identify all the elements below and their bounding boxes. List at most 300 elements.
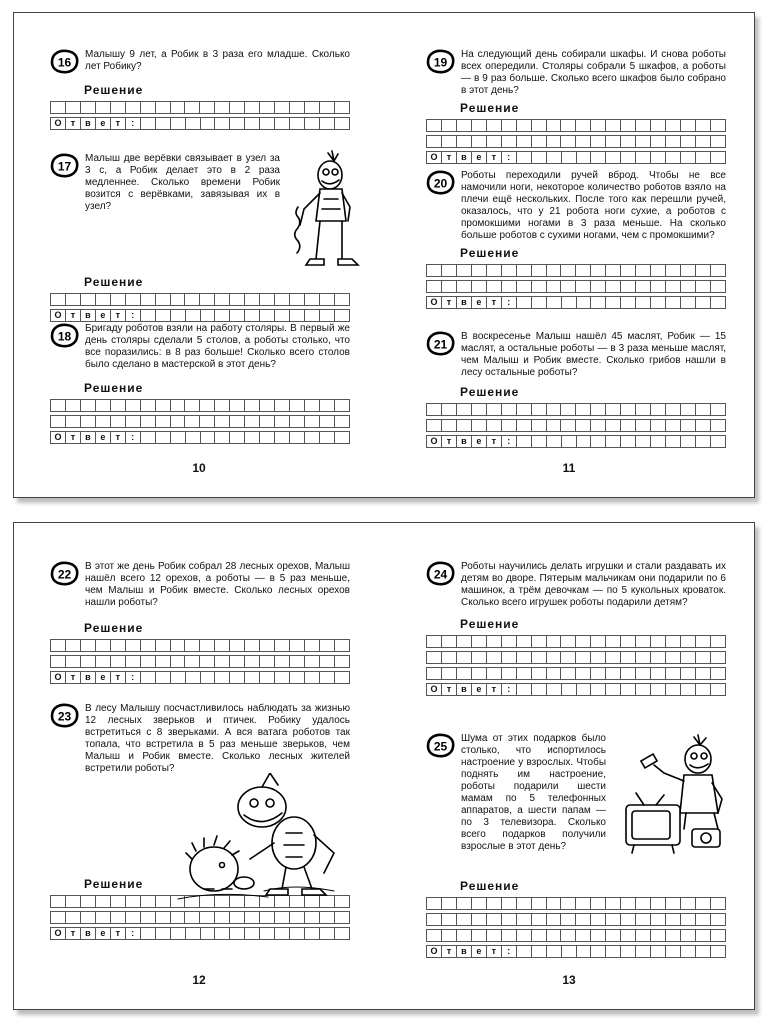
grid-cell[interactable] [501,136,516,148]
answer-cell[interactable] [259,117,275,130]
grid-cell[interactable] [65,102,80,114]
answer-cell[interactable] [274,671,290,684]
grid-cell[interactable] [260,102,275,114]
grid-cell[interactable] [606,120,621,132]
grid-cell[interactable] [304,416,319,428]
grid-cell[interactable] [561,668,576,680]
grid-cell[interactable] [606,898,621,910]
grid-cell[interactable] [125,294,140,306]
grid-cell[interactable] [95,416,110,428]
solution-grid-row[interactable] [50,293,350,306]
grid-cell[interactable] [170,912,185,924]
answer-cell[interactable] [244,671,260,684]
grid-cell[interactable] [546,136,561,148]
grid-cell[interactable] [486,420,501,432]
grid-cell[interactable] [680,420,695,432]
answer-cell[interactable] [590,296,606,309]
answer-cell[interactable] [590,683,606,696]
answer-cell[interactable] [259,431,275,444]
grid-cell[interactable] [427,914,442,926]
grid-cell[interactable] [651,120,666,132]
grid-cell[interactable] [695,136,710,148]
answer-cell[interactable] [185,309,201,322]
answer-cell[interactable] [516,945,532,958]
answer-cell[interactable] [244,117,260,130]
grid-cell[interactable] [695,636,710,648]
grid-cell[interactable] [516,120,531,132]
grid-cell[interactable] [710,930,725,942]
grid-cell[interactable] [591,420,606,432]
grid-cell[interactable] [170,294,185,306]
grid-cell[interactable] [260,640,275,652]
answer-grid[interactable] [426,403,726,448]
grid-cell[interactable] [621,420,636,432]
answer-cell[interactable] [334,117,350,130]
grid-cell[interactable] [471,914,486,926]
grid-cell[interactable] [110,656,125,668]
grid-cell[interactable] [621,636,636,648]
grid-cell[interactable] [95,294,110,306]
answer-cell[interactable] [170,927,186,940]
grid-cell[interactable] [471,265,486,277]
grid-cell[interactable] [606,404,621,416]
answer-cell[interactable] [620,296,636,309]
grid-cell[interactable] [80,896,95,908]
grid-cell[interactable] [501,652,516,664]
grid-cell[interactable] [531,652,546,664]
answer-cell[interactable] [576,151,592,164]
grid-cell[interactable] [710,420,725,432]
grid-cell[interactable] [65,416,80,428]
grid-cell[interactable] [275,912,290,924]
grid-cell[interactable] [185,912,200,924]
grid-cell[interactable] [636,120,651,132]
answer-cell[interactable] [229,671,245,684]
grid-cell[interactable] [576,404,591,416]
answer-cell[interactable] [590,435,606,448]
grid-cell[interactable] [471,898,486,910]
solution-grid-row[interactable] [50,639,350,652]
answer-cell[interactable] [244,309,260,322]
answer-cell[interactable] [576,683,592,696]
answer-cell[interactable] [695,435,711,448]
grid-cell[interactable] [441,930,456,942]
grid-cell[interactable] [636,898,651,910]
answer-cell[interactable] [680,296,696,309]
grid-cell[interactable] [155,400,170,412]
grid-cell[interactable] [200,400,215,412]
answer-cell[interactable] [546,151,562,164]
answer-cell[interactable] [665,296,681,309]
grid-cell[interactable] [576,120,591,132]
grid-cell[interactable] [651,136,666,148]
grid-cell[interactable] [621,930,636,942]
answer-cell[interactable] [561,945,577,958]
answer-cell[interactable] [140,117,156,130]
answer-cell[interactable] [289,431,305,444]
grid-cell[interactable] [591,652,606,664]
answer-grid[interactable] [50,101,350,130]
grid-cell[interactable] [456,265,471,277]
grid-cell[interactable] [110,640,125,652]
grid-cell[interactable] [456,120,471,132]
grid-cell[interactable] [606,636,621,648]
answer-cell[interactable] [229,431,245,444]
grid-cell[interactable] [140,102,155,114]
grid-cell[interactable] [591,136,606,148]
answer-cell[interactable] [334,671,350,684]
solution-grid-row[interactable] [50,655,350,668]
grid-cell[interactable] [546,898,561,910]
grid-cell[interactable] [200,656,215,668]
solution-grid-row[interactable] [50,415,350,428]
grid-cell[interactable] [95,640,110,652]
grid-cell[interactable] [471,404,486,416]
answer-cell[interactable] [140,927,156,940]
grid-cell[interactable] [546,914,561,926]
grid-cell[interactable] [621,898,636,910]
grid-cell[interactable] [576,668,591,680]
grid-cell[interactable] [245,416,260,428]
grid-cell[interactable] [51,102,66,114]
grid-cell[interactable] [666,668,681,680]
grid-cell[interactable] [304,656,319,668]
grid-cell[interactable] [680,136,695,148]
grid-cell[interactable] [591,668,606,680]
answer-cell[interactable] [289,927,305,940]
grid-cell[interactable] [651,652,666,664]
grid-cell[interactable] [516,636,531,648]
answer-cell[interactable] [185,117,201,130]
grid-cell[interactable] [334,400,349,412]
answer-cell[interactable] [650,683,666,696]
grid-cell[interactable] [110,896,125,908]
grid-cell[interactable] [65,400,80,412]
grid-cell[interactable] [516,652,531,664]
grid-cell[interactable] [471,652,486,664]
grid-cell[interactable] [710,265,725,277]
answer-cell[interactable] [155,117,171,130]
grid-cell[interactable] [441,404,456,416]
answer-cell[interactable] [576,945,592,958]
grid-cell[interactable] [486,265,501,277]
answer-grid[interactable] [426,119,726,164]
grid-cell[interactable] [427,652,442,664]
grid-cell[interactable] [319,102,334,114]
answer-cell[interactable] [244,431,260,444]
grid-cell[interactable] [531,930,546,942]
grid-cell[interactable] [680,914,695,926]
grid-cell[interactable] [710,636,725,648]
grid-cell[interactable] [427,404,442,416]
answer-cell[interactable] [304,431,320,444]
grid-cell[interactable] [155,896,170,908]
answer-grid[interactable] [426,264,726,309]
grid-cell[interactable] [486,914,501,926]
answer-cell[interactable] [605,151,621,164]
grid-cell[interactable] [441,898,456,910]
grid-cell[interactable] [501,120,516,132]
answer-cell[interactable] [710,435,726,448]
grid-cell[interactable] [427,668,442,680]
grid-cell[interactable] [334,294,349,306]
grid-cell[interactable] [65,640,80,652]
grid-cell[interactable] [140,416,155,428]
grid-cell[interactable] [561,120,576,132]
grid-cell[interactable] [486,404,501,416]
answer-cell[interactable] [304,927,320,940]
solution-grid-row[interactable] [426,419,726,432]
answer-cell[interactable] [710,151,726,164]
grid-cell[interactable] [636,652,651,664]
grid-cell[interactable] [334,640,349,652]
grid-cell[interactable] [471,281,486,293]
grid-cell[interactable] [680,652,695,664]
grid-cell[interactable] [304,640,319,652]
answer-cell[interactable] [635,945,651,958]
grid-cell[interactable] [666,930,681,942]
grid-cell[interactable] [125,912,140,924]
grid-cell[interactable] [65,294,80,306]
grid-cell[interactable] [319,640,334,652]
grid-cell[interactable] [65,896,80,908]
answer-cell[interactable] [665,945,681,958]
answer-cell[interactable] [259,671,275,684]
answer-cell[interactable] [304,309,320,322]
answer-cell[interactable] [665,435,681,448]
grid-cell[interactable] [666,265,681,277]
grid-cell[interactable] [576,652,591,664]
grid-cell[interactable] [636,281,651,293]
grid-cell[interactable] [636,668,651,680]
grid-cell[interactable] [456,898,471,910]
answer-cell[interactable] [635,151,651,164]
answer-cell[interactable] [170,117,186,130]
grid-cell[interactable] [140,640,155,652]
grid-cell[interactable] [651,636,666,648]
grid-cell[interactable] [531,281,546,293]
grid-cell[interactable] [710,898,725,910]
grid-cell[interactable] [680,930,695,942]
grid-cell[interactable] [185,294,200,306]
grid-cell[interactable] [215,102,230,114]
grid-cell[interactable] [290,400,305,412]
grid-cell[interactable] [651,281,666,293]
grid-cell[interactable] [456,136,471,148]
answer-cell[interactable] [140,671,156,684]
grid-cell[interactable] [304,294,319,306]
grid-cell[interactable] [576,636,591,648]
grid-cell[interactable] [710,652,725,664]
grid-cell[interactable] [516,914,531,926]
grid-cell[interactable] [275,102,290,114]
answer-row[interactable] [426,435,726,448]
grid-cell[interactable] [290,656,305,668]
solution-grid-row[interactable] [426,635,726,648]
grid-cell[interactable] [125,656,140,668]
grid-cell[interactable] [80,416,95,428]
grid-cell[interactable] [140,912,155,924]
grid-cell[interactable] [65,656,80,668]
answer-cell[interactable] [214,431,230,444]
grid-cell[interactable] [185,640,200,652]
answer-cell[interactable] [274,431,290,444]
grid-cell[interactable] [95,400,110,412]
grid-cell[interactable] [456,652,471,664]
grid-cell[interactable] [621,668,636,680]
grid-cell[interactable] [576,930,591,942]
grid-cell[interactable] [606,265,621,277]
grid-cell[interactable] [51,912,66,924]
grid-cell[interactable] [290,416,305,428]
grid-cell[interactable] [245,102,260,114]
solution-grid-row[interactable] [426,667,726,680]
grid-cell[interactable] [546,930,561,942]
grid-cell[interactable] [695,265,710,277]
answer-cell[interactable] [546,945,562,958]
answer-cell[interactable] [516,683,532,696]
grid-cell[interactable] [200,416,215,428]
grid-cell[interactable] [215,640,230,652]
grid-cell[interactable] [185,102,200,114]
grid-cell[interactable] [319,294,334,306]
grid-cell[interactable] [230,912,245,924]
grid-cell[interactable] [486,636,501,648]
grid-cell[interactable] [456,404,471,416]
grid-cell[interactable] [334,912,349,924]
answer-cell[interactable] [319,309,335,322]
grid-cell[interactable] [666,404,681,416]
grid-cell[interactable] [561,636,576,648]
answer-cell[interactable] [695,945,711,958]
grid-cell[interactable] [140,400,155,412]
grid-cell[interactable] [710,668,725,680]
grid-cell[interactable] [621,652,636,664]
answer-cell[interactable] [710,296,726,309]
grid-cell[interactable] [125,640,140,652]
grid-cell[interactable] [531,404,546,416]
grid-cell[interactable] [651,898,666,910]
grid-cell[interactable] [546,404,561,416]
answer-row[interactable] [50,309,350,322]
answer-row[interactable] [50,671,350,684]
grid-cell[interactable] [155,416,170,428]
grid-cell[interactable] [621,404,636,416]
grid-cell[interactable] [636,265,651,277]
grid-cell[interactable] [125,102,140,114]
grid-cell[interactable] [427,136,442,148]
grid-cell[interactable] [486,930,501,942]
grid-cell[interactable] [260,912,275,924]
grid-cell[interactable] [621,914,636,926]
answer-row[interactable] [426,683,726,696]
answer-cell[interactable] [561,683,577,696]
answer-cell[interactable] [650,435,666,448]
grid-cell[interactable] [125,400,140,412]
answer-cell[interactable] [214,671,230,684]
grid-cell[interactable] [304,912,319,924]
answer-cell[interactable] [695,296,711,309]
grid-cell[interactable] [95,102,110,114]
grid-cell[interactable] [561,420,576,432]
grid-cell[interactable] [80,640,95,652]
grid-cell[interactable] [516,265,531,277]
grid-cell[interactable] [666,914,681,926]
grid-cell[interactable] [501,281,516,293]
grid-cell[interactable] [215,400,230,412]
grid-cell[interactable] [95,896,110,908]
grid-cell[interactable] [334,102,349,114]
grid-cell[interactable] [275,656,290,668]
grid-cell[interactable] [471,930,486,942]
grid-cell[interactable] [501,930,516,942]
grid-cell[interactable] [456,930,471,942]
solution-grid-row[interactable] [426,264,726,277]
answer-grid[interactable] [50,639,350,684]
answer-cell[interactable] [274,117,290,130]
grid-cell[interactable] [651,420,666,432]
answer-cell[interactable] [334,431,350,444]
grid-cell[interactable] [516,668,531,680]
grid-cell[interactable] [290,640,305,652]
grid-cell[interactable] [576,265,591,277]
grid-cell[interactable] [290,102,305,114]
grid-cell[interactable] [230,416,245,428]
answer-grid[interactable] [50,293,350,322]
grid-cell[interactable] [456,420,471,432]
grid-cell[interactable] [471,636,486,648]
grid-cell[interactable] [695,404,710,416]
grid-cell[interactable] [80,400,95,412]
grid-cell[interactable] [441,668,456,680]
grid-cell[interactable] [170,416,185,428]
grid-cell[interactable] [651,668,666,680]
grid-cell[interactable] [651,914,666,926]
answer-cell[interactable] [650,945,666,958]
grid-cell[interactable] [260,400,275,412]
grid-cell[interactable] [561,281,576,293]
grid-cell[interactable] [200,102,215,114]
grid-cell[interactable] [230,640,245,652]
grid-cell[interactable] [245,656,260,668]
grid-cell[interactable] [319,656,334,668]
grid-cell[interactable] [427,281,442,293]
answer-cell[interactable] [576,435,592,448]
grid-cell[interactable] [80,656,95,668]
grid-cell[interactable] [80,294,95,306]
answer-cell[interactable] [531,296,547,309]
grid-cell[interactable] [427,898,442,910]
grid-cell[interactable] [441,420,456,432]
grid-cell[interactable] [636,930,651,942]
answer-cell[interactable] [680,435,696,448]
grid-cell[interactable] [245,640,260,652]
grid-cell[interactable] [501,636,516,648]
grid-cell[interactable] [334,656,349,668]
grid-cell[interactable] [441,636,456,648]
grid-cell[interactable] [275,400,290,412]
answer-cell[interactable] [710,683,726,696]
grid-cell[interactable] [501,898,516,910]
answer-cell[interactable] [605,296,621,309]
grid-cell[interactable] [680,281,695,293]
solution-grid-row[interactable] [426,929,726,942]
grid-cell[interactable] [516,281,531,293]
grid-cell[interactable] [561,914,576,926]
answer-cell[interactable] [546,683,562,696]
answer-cell[interactable] [680,151,696,164]
answer-cell[interactable] [170,671,186,684]
